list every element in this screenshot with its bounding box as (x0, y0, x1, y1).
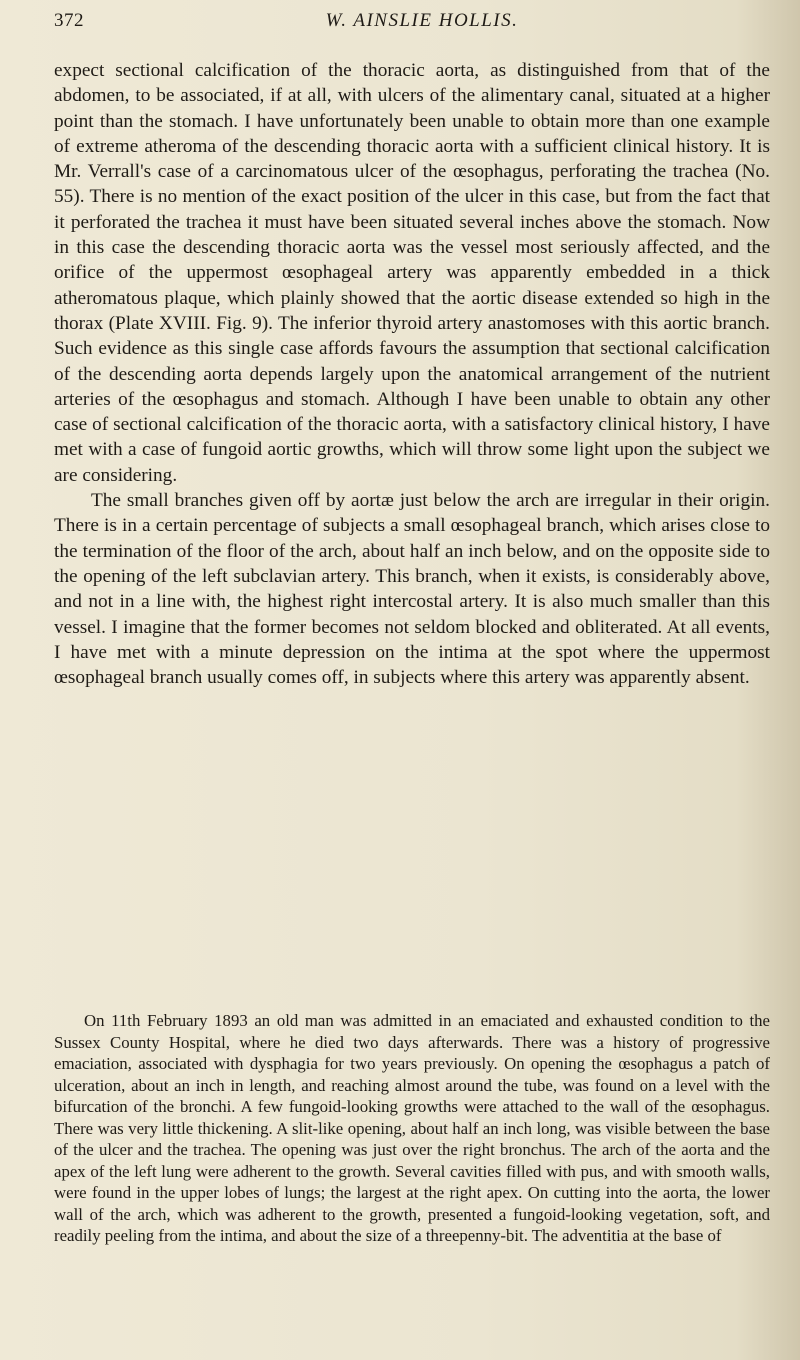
page-number: 372 (54, 10, 84, 31)
case-report-paragraph: On 11th February 1893 an old man was admitted in an emaciated and exhausted condition to the Sussex County Hospital, where he died two days afterwards. There was a history of progressive emaciation, associated with dysphagia for two years previously. On opening the œsophagus a patch of ulceration, about an inch in length, and reaching almost around the tube, was found on a level with the bifurcation of the bronchi. A few fungoid-looking growths were attached to the wall of the œsophagus. There was very little thickening. A slit-like opening, about half an inch long, was visible between the base of the ulcer and the trachea. The opening was just over the right bronchus. The arch of the aorta and the apex of the left lung were adherent to the growth. Several cavities filled with pus, and with smooth walls, were found in the upper lobes of lungs; the largest at the right apex. On cutting into the aorta, the lower wall of the arch, which was adherent to the growth, presented a fungoid-looking vegetation, soft, and readily peeling from the intima, and about the size of a threepenny-bit. The adventitia at the base of (54, 1011, 770, 1245)
running-head: W. AINSLIE HOLLIS. (325, 10, 519, 31)
main-text (54, 58, 770, 690)
case-report (54, 1010, 770, 1247)
page-header (54, 6, 770, 36)
paragraph-continuation: expect sectional calcification of the thoracic aorta, as distinguished from that of the abdomen, to be associated, if at all, with ulcers of the alimentary canal, situated at a higher point than the stomach. I have unfortunately been unable to obtain more than one example of extreme atheroma of the descending thoracic aorta with a sufficient clinical history. It is Mr. Verrall's case of a carcinomatous ulcer of the œsophagus, perforating the trachea (No. 55). There is no mention of the exact position of the ulcer in this case, but from the fact that it perforated the trachea it must have been situated several inches above the stomach. Now in this case the descending thoracic aorta was the vessel most seriously affected, and the orifice of the uppermost œsophageal artery was apparently embedded in a thick atheromatous plaque, which plainly showed that the aortic disease extended so high in the thorax (Plate XVIII. Fig. 9). The inferior thyroid artery anastomoses with this aortic branch. Such evidence as this single case affords favours the assumption that sectional calcification of the descending aorta depends largely upon the anatomical arrangement of the nutrient arteries of the œsophagus and stomach. Although I have been unable to obtain any other case of sectional calcification of the thoracic aorta, with a satisfactory clinical history, I have met with a case of fungoid aortic growths, which will throw some light upon the subject we are considering. (54, 60, 770, 486)
paragraph-aortic-branches: The small branches given off by aortæ just below the arch are irregular in their origin. There is in a certain percentage of subjects a small œsophageal branch, which arises close to the termination of the floor of the arch, about half an inch below, and on the opposite side to the opening of the left subclavian artery. This branch, when it exists, is considerably above, and not in a line with, the highest right intercostal artery. It is also much smaller than this vessel. I imagine that the former becomes not seldom blocked and obliterated. At all events, I have met with a minute depression on the intima at the spot where the uppermost œsophageal branch usually comes off, in subjects where this artery was apparently absent. (54, 490, 770, 689)
